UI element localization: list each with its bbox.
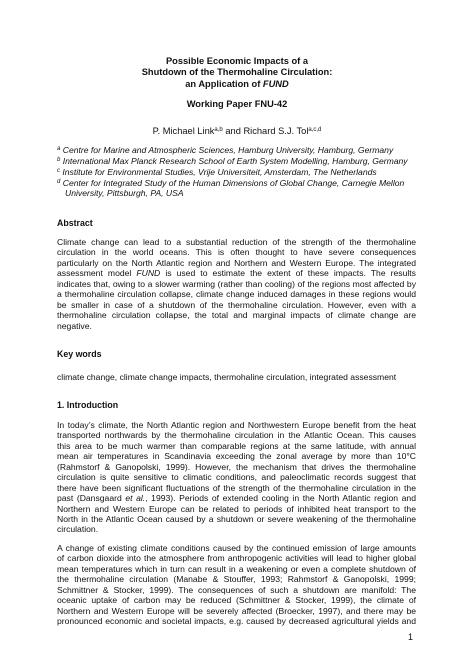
- affiliation-mark: d: [57, 179, 61, 185]
- affiliation-item: [57, 177, 437, 188]
- author-2: Richard S.J. Tol: [243, 126, 309, 136]
- body-line: circulation is quite sensitive to climatic conditions, and paleoclimatic records suggest that: [57, 472, 416, 483]
- introduction-heading: 1. Introduction: [57, 400, 119, 410]
- affiliation-item: [57, 155, 437, 166]
- body-line: North in the Atlantic Ocean caused by a shutdown or severe weakening of the thermohaline: [57, 513, 416, 524]
- body-line: Northern and Western Europe will be severely affected (Broecker, 1997), and there may be: [57, 605, 416, 616]
- affiliation-text: Institute for Environmental Studies, Vrije Universiteit, Amsterdam, The Netherlands: [60, 167, 377, 177]
- page-number: 1: [408, 632, 414, 642]
- body-line: pronounced economic and societal impacts, e.g. caused by decreased agricultural yields and: [57, 616, 416, 627]
- title-line-2: Shutdown of the Thermohaline Circulation:: [141, 67, 333, 78]
- abstract-line: be smaller in case of a shutdown of the thermohaline circulation. However, even with a: [57, 299, 416, 310]
- affiliation-mark: b: [57, 157, 61, 163]
- author-line: [0, 126, 474, 136]
- author-1-affiliation-marks: a,b: [214, 127, 223, 133]
- abstract-line: particularly on the North Atlantic region and Northern and Western Europe. The integrated: [57, 257, 416, 268]
- paper-title: [0, 56, 474, 90]
- abstract-model-name: FUND: [136, 268, 161, 279]
- body-line: In today’s climate, the North Atlantic region and Northwestern Europe benefit from the heat: [57, 420, 416, 430]
- author-2-affiliation-marks: a,c,d: [308, 127, 322, 133]
- affiliation-mark: c: [57, 168, 60, 174]
- affiliation-continuation: University, Pittsburgh, PA, USA: [65, 188, 184, 198]
- body-line: transported northwards by the thermohaline circulation in the Atlantic Ocean. This causes: [57, 430, 416, 441]
- body-line: (Rahmstorf & Ganopolski, 1999). However, the mechanism that drives the thermohaline: [57, 461, 416, 472]
- author-1: P. Michael Link: [152, 126, 215, 136]
- abstract-line: thermohaline circulation collapse, the total and marginal impacts of climate change are: [57, 310, 416, 321]
- working-paper-number: Working Paper FNU-42: [186, 99, 288, 109]
- body-line-fragment: , 1993). Periods of extended cooling in the North Atlantic region and: [145, 493, 416, 504]
- body-line: there have been significant fluctuations of the strength of the thermohaline circulation in the: [57, 482, 416, 493]
- abstract-line: [57, 268, 416, 278]
- affiliation-item: [57, 144, 437, 155]
- body-line: this area to be much warmer than comparable regions at the same latitude, with annual: [57, 440, 416, 451]
- affiliations-list: [57, 144, 437, 198]
- affiliation-item: [57, 166, 437, 177]
- affiliation-mark: a: [57, 146, 61, 152]
- abstract-line: circulation in the world oceans. This is often thought to have severe consequences: [57, 247, 416, 258]
- introduction-paragraph-1: [57, 420, 416, 535]
- body-line: Schmittner & Stocker, 1999). The consequences of such a shutdown are manifold: The: [57, 584, 416, 595]
- abstract-heading: Abstract: [57, 218, 93, 228]
- affiliation-text: Center for Integrated Study of the Human Dimensions of Global Change, Carnegie Mellon: [60, 178, 405, 188]
- abstract-line: indicates that, owing to a slower warming (rather than cooling) of the regions most affected by: [57, 278, 416, 289]
- body-line: of carbon dioxide into the atmosphere from anthropogenic activities will lead to higher global: [57, 553, 416, 564]
- abstract-line-fragment: is used to estimate the extent of these impacts. The results: [160, 268, 416, 279]
- body-line: mean temperatures which in turn can result in a weakening or even a complete shutdown of: [57, 563, 416, 574]
- body-line: Northern and Western Europe can be related to periods of inhibited heat transport to the: [57, 503, 416, 514]
- title-line-3: [0, 79, 474, 90]
- body-line: the thermohaline circulation (Manabe & Stouffer, 1993; Rahmstorf & Ganopolski, 1999;: [57, 574, 416, 585]
- abstract-line: negative.: [57, 320, 92, 331]
- body-line: [57, 493, 416, 503]
- body-line: oceanic uptake of carbon may be reduced (Schmittner & Stocker, 1999), the climate of: [57, 595, 416, 606]
- body-line: mean air temperatures in Scandinavia exceeding the zonal average by more than 10°C: [57, 451, 416, 462]
- abstract-line-fragment: assessment model: [57, 268, 137, 279]
- affiliation-text: International Max Planck Research School of Earth System Modelling, Hamburg, Germany: [60, 156, 408, 166]
- abstract-body: [57, 237, 416, 331]
- title-line-3-prefix: an Application of: [185, 78, 263, 89]
- title-line-1: Possible Economic Impacts of a: [165, 56, 309, 66]
- title-model-name: FUND: [262, 78, 289, 89]
- body-line: A change of existing climate conditions caused by the continued emission of large amounts: [57, 543, 416, 553]
- affiliation-text: Centre for Marine and Atmospheric Sciences, Hamburg University, Hamburg, Germany: [60, 145, 394, 155]
- keywords-text: climate change, climate change impacts, thermohaline circulation, integrated assessment: [57, 372, 397, 382]
- abstract-line: Climate change can lead to a substantial reduction of the strength of the thermohaline: [57, 237, 416, 247]
- author-conjunction: and: [222, 126, 244, 136]
- citation-et-al: et al.: [125, 493, 146, 504]
- body-line-fragment: past (Dansgaard: [57, 493, 126, 504]
- abstract-line: a thermohaline circulation collapse, climate change induced damages in these regions would: [57, 289, 416, 300]
- introduction-paragraph-2: [57, 543, 416, 627]
- keywords-heading: Key words: [57, 349, 102, 359]
- body-line: circulation.: [57, 524, 99, 535]
